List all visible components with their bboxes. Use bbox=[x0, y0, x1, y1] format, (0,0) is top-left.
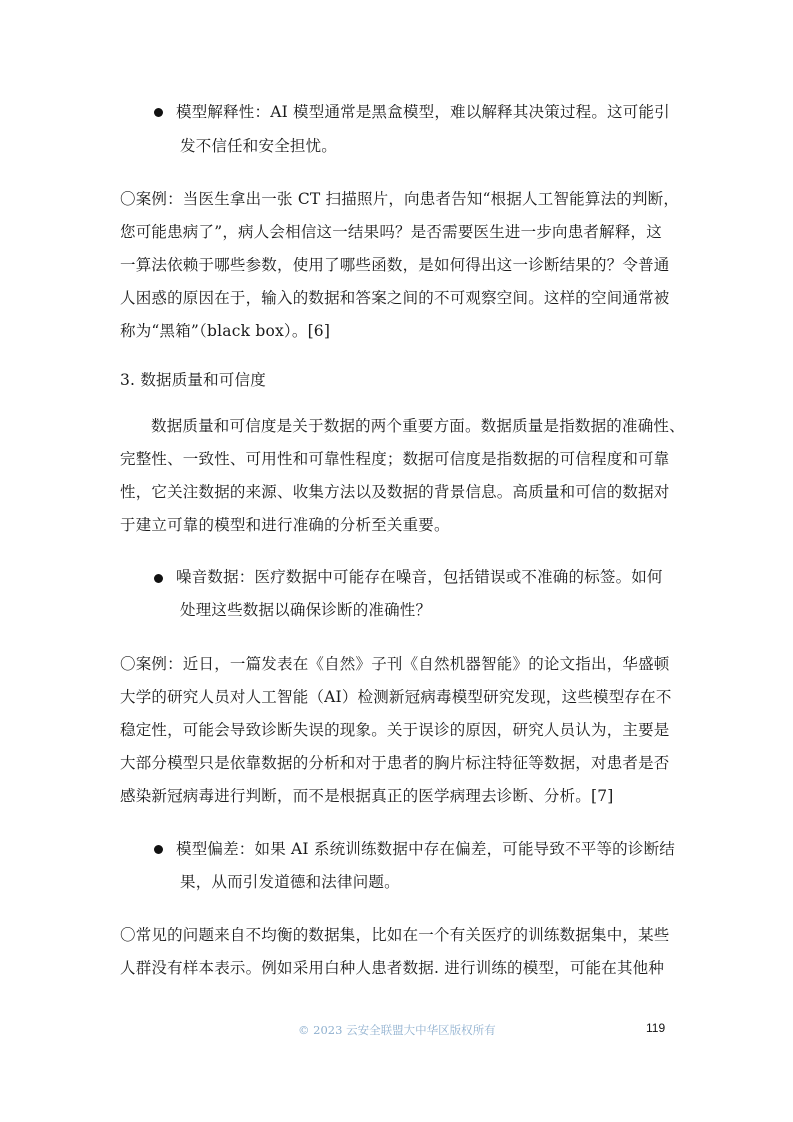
bullet-text-line: 处理这些数据以确保诊断的准确性？ bbox=[180, 601, 432, 619]
bullet-text-line: 模型偏差：如果 AI 系统训练数据中存在偏差，可能导致不平等的诊断结 bbox=[176, 840, 675, 858]
bullet-text-line: 模型解释性：AI 模型通常是黑盒模型，难以解释其决策过程。这可能引 bbox=[176, 103, 670, 121]
paragraph-line: 于建立可靠的模型和进行准确的分析至关重要。 bbox=[120, 516, 450, 534]
case-text-line: 〇常见的问题来自不均衡的数据集，比如在一个有关医疗的训练数据集中，某些 bbox=[120, 926, 670, 944]
case-text-line: 人群没有样本表示。例如采用白种人患者数据. 进行训练的模型，可能在其他种 bbox=[120, 959, 665, 977]
case-text-line: 〇案例：近日，一篇发表在《自然》子刊《自然机器智能》的论文指出，华盛顿 bbox=[120, 655, 670, 673]
paragraph-line: 性，它关注数据的来源、收集方法以及数据的背景信息。高质量和可信的数据对 bbox=[120, 483, 670, 501]
case-text-line: 〇案例：当医生拿出一张 CT 扫描照片，向患者告知“根据人工智能算法的判断， bbox=[120, 190, 680, 208]
case-text-line: 大学的研究人员对人工智能（AI）检测新冠病毒模型研究发现，这些模型存在不 bbox=[120, 688, 672, 706]
case-text-line: 感染新冠病毒进行判断，而不是根据真正的医学病理去诊断、分析。[7] bbox=[120, 787, 614, 805]
paragraph-line: 数据质量和可信度是关于数据的两个重要方面。数据质量是指数据的准确性、 bbox=[151, 417, 685, 435]
page-number: 119 bbox=[646, 1021, 666, 1035]
paragraph-line: 完整性、一致性、可用性和可靠性程度；数据可信度是指数据的可信程度和可靠 bbox=[120, 450, 670, 468]
case-text-line: 一算法依赖于哪些参数，使用了哪些函数，是如何得出这一诊断结果的？令普通 bbox=[120, 256, 670, 274]
bullet-text-line: 果，从而引发道德和法律问题。 bbox=[180, 873, 400, 891]
case-text-line: 稳定性，可能会导致诊断失误的现象。关于误诊的原因，研究人员认为，主要是 bbox=[120, 721, 670, 739]
bullet-text-line: 噪音数据：医疗数据中可能存在噪音，包括错误或不准确的标签。如何 bbox=[176, 568, 663, 586]
case-text-line: 人困惑的原因在于，输入的数据和答案之间的不可观察空间。这样的空间通常被 bbox=[120, 289, 670, 307]
bullet-text-line: 发不信任和安全担忧。 bbox=[180, 137, 338, 155]
bullet-dot-icon bbox=[154, 845, 163, 854]
footer-copyright: © 2023 云安全联盟大中华区版权所有 bbox=[298, 1023, 496, 1037]
section-heading: 3. 数据质量和可信度 bbox=[120, 371, 266, 389]
case-text-line: 您可能患病了”，病人会相信这一结果吗？是否需要医生进一步向患者解释，这 bbox=[120, 223, 662, 241]
bullet-dot-icon bbox=[154, 108, 163, 117]
case-text-line: 大部分模型只是依靠数据的分析和对于患者的胸片标注特征等数据，对患者是否 bbox=[120, 754, 670, 772]
bullet-dot-icon bbox=[154, 574, 163, 583]
case-text-line: 称为“黑箱”（black box）。[6] bbox=[120, 322, 331, 340]
